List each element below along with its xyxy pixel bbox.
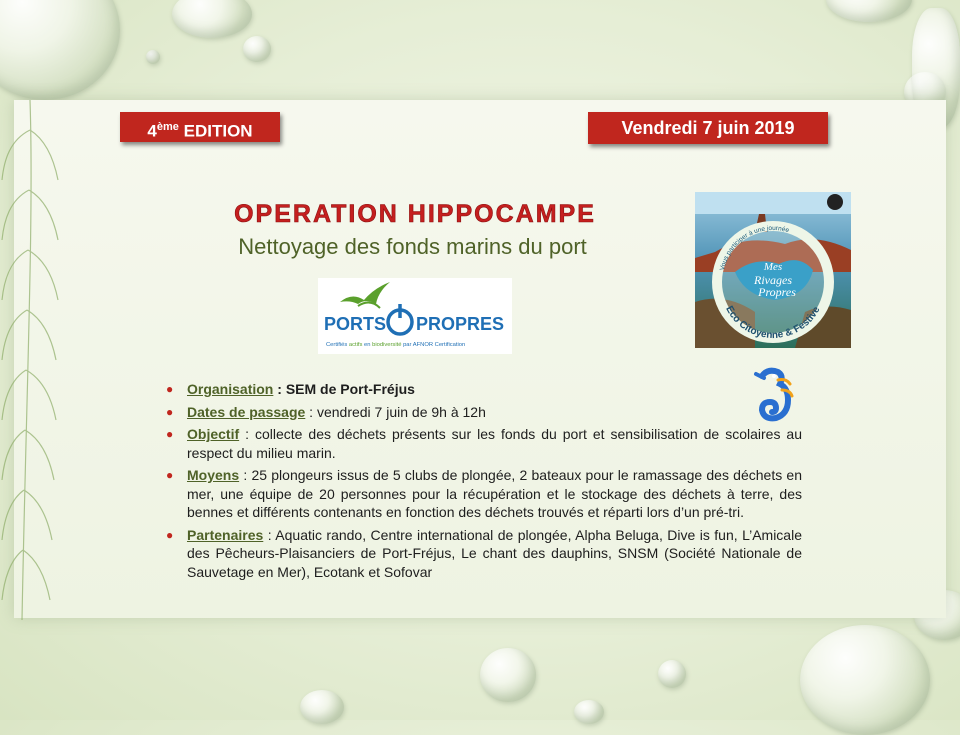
svg-text:Certifiés actifs en biodiversi: [326, 342, 465, 348]
poster-bottom-text: Eco Citoyenne & Festive: [723, 304, 823, 342]
page-title: OPERATION HIPPOCAMPE: [234, 200, 596, 228]
item-label: Objectif: [187, 426, 240, 442]
tagline-en: en: [364, 342, 371, 348]
tagline-bio: biodiversité: [372, 342, 402, 348]
water-drop: [480, 648, 536, 702]
water-drop: [172, 0, 252, 38]
ports-propres-logo-graphic: [318, 278, 512, 354]
list-item: [166, 466, 802, 522]
item-separator: :: [305, 403, 317, 420]
item-label: Moyens: [187, 467, 240, 483]
water-drop: [658, 660, 686, 688]
ports-propres-logo: [318, 278, 512, 354]
bullet-icon: ●: [166, 468, 174, 482]
leaf-frond-decoration: [0, 100, 60, 620]
item-separator: :: [263, 526, 276, 543]
bullet-icon: ●: [166, 382, 174, 396]
list-item: [166, 425, 802, 462]
list-item: [166, 380, 802, 399]
water-drop: [574, 700, 604, 724]
item-separator: :: [239, 426, 255, 442]
list-item: [166, 403, 802, 422]
item-text: collecte des déchets présents sur les fonds du port et sensibilisation de scolaires au respect du milieu marin.: [187, 426, 802, 461]
edition-suffix: ème: [156, 121, 179, 133]
edition-word: EDITION: [183, 121, 253, 141]
bullet-icon: ●: [166, 404, 174, 419]
item-text: SEM de Port-Fréjus: [285, 381, 415, 397]
water-drop: [826, 0, 912, 22]
propres-word: PROPRES: [416, 314, 505, 334]
tagline-actifs: actifs: [348, 342, 363, 348]
list-item: [166, 526, 802, 582]
page-subtitle: Nettoyage des fonds marins du port: [238, 234, 587, 259]
item-separator: :: [273, 381, 286, 397]
mes-rivages-propres-poster: [695, 192, 851, 348]
item-label: Dates de passage: [187, 403, 306, 420]
item-separator: :: [239, 467, 252, 483]
water-drop: [0, 0, 120, 100]
bullet-icon: ●: [166, 527, 174, 542]
date-badge: Vendredi 7 juin 2019: [588, 112, 828, 144]
item-text: vendredi 7 juin de 9h à 12h: [316, 403, 486, 420]
poster-top-text: Vous participer à une journée: [718, 224, 790, 272]
item-label: Organisation: [187, 381, 274, 397]
poster-mes: Mes: [763, 261, 783, 273]
bullet-icon: ●: [166, 427, 174, 441]
info-list: [166, 380, 802, 585]
ports-word: PORTS: [324, 314, 387, 334]
item-text: 25 plongeurs issus de 5 clubs de plongée, 2 bateaux pour le ramassage des déchets en mer, une équipe de 20 personnes pour la récupération et le stockage des déchets à terre, des bennes et différents contenants en fonction des déchets trouvés et réparti lors d’un pré-tri.: [187, 467, 803, 520]
water-drop: [800, 625, 930, 735]
edition-number: 4: [147, 121, 157, 141]
poster-propres: Propres: [758, 285, 796, 299]
edition-badge: [120, 112, 280, 142]
item-text: Aquatic rando, Centre international de plongée, Alpha Beluga, Dive is fun, L’Amicale des Pêcheurs-Plaisanciers de Port-Fréjus, Le chant des dauphins, SNSM (Société Nationale de Sauvetage en Mer), Ecotank et Sofovar: [187, 526, 802, 580]
water-drop: [300, 690, 344, 724]
tagline-suffix: par AFNOR Certification: [403, 342, 466, 348]
water-drop: [243, 36, 271, 62]
item-label: Partenaires: [187, 526, 264, 543]
poster-rivages: Rivages: [754, 273, 792, 287]
tagline-prefix: Certifiés: [326, 342, 348, 348]
water-drop: [146, 50, 160, 64]
